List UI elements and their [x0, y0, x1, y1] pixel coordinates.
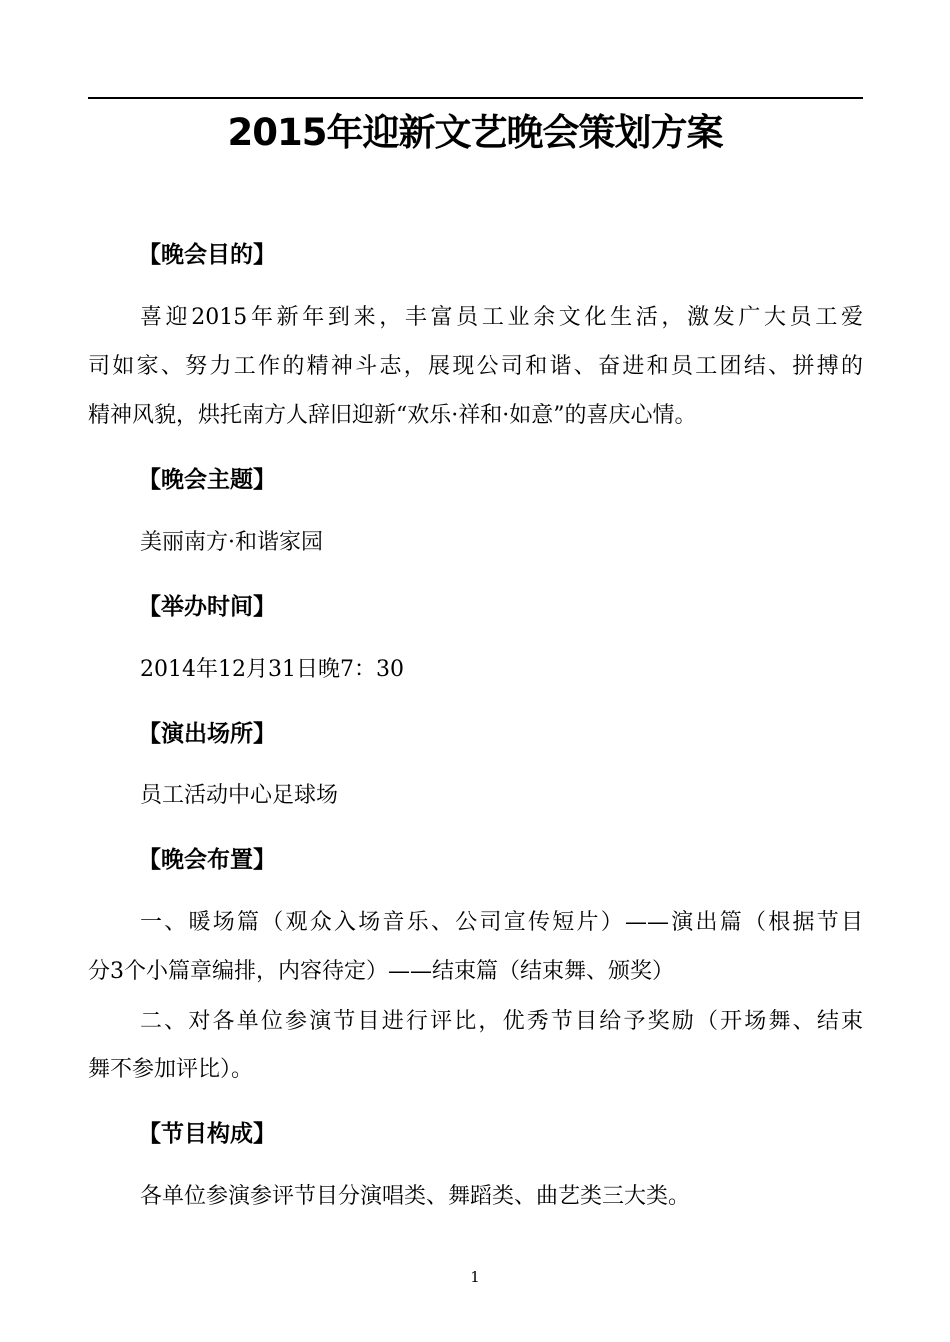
page-number: 1 — [470, 1268, 480, 1286]
section-heading-theme: 【晚会主题】 — [138, 467, 276, 493]
section-heading-purpose: 【晚会目的】 — [138, 242, 276, 268]
purpose-paragraph-line: 精神风貌，烘托南方人辞旧迎新“欢乐·祥和·如意”的喜庆心情。 — [88, 403, 697, 428]
venue-text: 员工活动中心足球场 — [140, 783, 339, 808]
document-title: 2015年迎新文艺晚会策划方案 — [227, 111, 723, 154]
layout-paragraph-line: 分3个小篇章编排，内容待定）——结束篇（结束舞、颁奖） — [88, 959, 674, 984]
section-heading-program: 【节目构成】 — [138, 1121, 276, 1147]
section-heading-layout: 【晚会布置】 — [138, 847, 276, 873]
time-text: 2014年12月31日晚7：30 — [140, 657, 404, 682]
layout-paragraph-line: 舞不参加评比）。 — [88, 1057, 254, 1082]
section-heading-time: 【举办时间】 — [138, 594, 276, 620]
layout-paragraph-line: 一、暖场篇（观众入场音乐、公司宣传短片）——演出篇（根据节目 — [140, 910, 863, 935]
program-text: 各单位参演参评节目分演唱类、舞蹈类、曲艺类三大类。 — [140, 1184, 691, 1209]
layout-paragraph-line: 二、对各单位参演节目进行评比，优秀节目给予奖励（开场舞、结束 — [140, 1009, 863, 1034]
section-heading-venue: 【演出场所】 — [138, 721, 276, 747]
purpose-paragraph-line: 喜迎2015年新年到来，丰富员工业余文化生活，激发广大员工爱 — [140, 305, 863, 330]
theme-text: 美丽南方·和谐家园 — [140, 530, 323, 555]
header-rule — [88, 97, 863, 99]
purpose-paragraph-line: 司如家、努力工作的精神斗志，展现公司和谐、奋进和员工团结、拼搏的 — [88, 354, 863, 379]
